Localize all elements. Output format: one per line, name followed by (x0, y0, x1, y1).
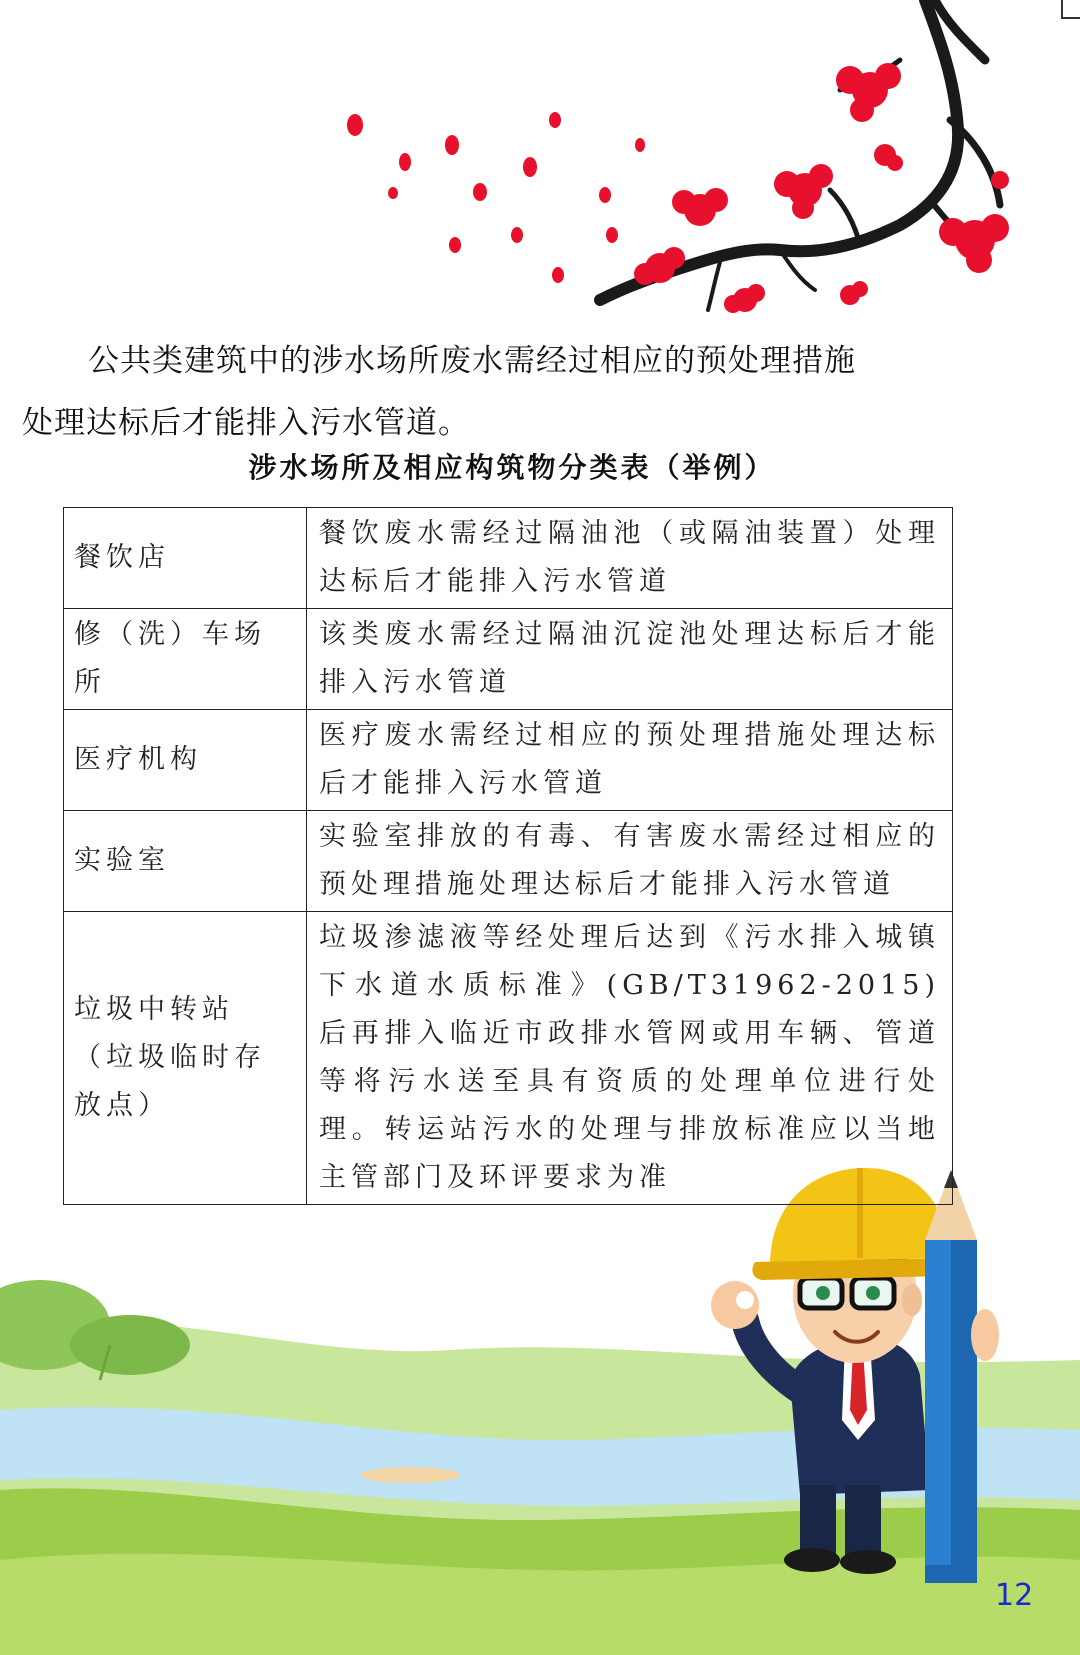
ear (902, 1284, 922, 1316)
table-title: 涉水场所及相应构筑物分类表（举例） (248, 451, 776, 484)
table-row (64, 508, 953, 609)
requirement-cell: 实验室排放的有毒、有害废水需经过相应的预处理措施处理达标后才能排入污水管道 (307, 811, 953, 912)
leg-right (845, 1485, 881, 1555)
ok-hand-ring (736, 1291, 754, 1309)
pencil-hand (971, 1309, 999, 1361)
river-fish (360, 1467, 460, 1483)
leg-left (800, 1485, 836, 1555)
place-cell: 实验室 (64, 811, 307, 912)
table-row (64, 609, 953, 710)
falling-petals (347, 112, 645, 283)
intro-line-2: 处理达标后才能排入污水管道。 (22, 405, 470, 441)
place-cell: 餐饮店 (64, 508, 307, 609)
place-cell: 修（洗）车场所 (64, 609, 307, 710)
shoe-left (784, 1548, 840, 1572)
requirement-cell: 医疗废水需经过相应的预处理措施处理达标后才能排入污水管道 (307, 710, 953, 811)
branch-twig-5 (708, 262, 720, 310)
plum-blossom-branch (347, 0, 1009, 313)
table-row (64, 912, 953, 1205)
place-cell: 垃圾中转站（垃圾临时存放点） (64, 912, 307, 1205)
requirement-cell: 该类废水需经过隔油沉淀池处理达标后才能排入污水管道 (307, 609, 953, 710)
intro-paragraph (22, 330, 1062, 454)
table-row (64, 710, 953, 811)
requirement-cell: 垃圾渗滤液等经处理后达到《污水排入城镇下水道水质标准》(GB/T31962-2015)后再排入临近市政排水管网或用车辆、管道等将污水送至具有资质的处理单位进行处理。转运站污水的处理与排放标准应以当地主管部门及环评要求为准 (307, 912, 953, 1205)
shoe-right (840, 1550, 896, 1574)
branch-twig-3 (830, 190, 860, 245)
page-number: 12 (995, 1578, 1034, 1613)
requirement-cell: 餐饮废水需经过隔油池（或隔油装置）处理达标后才能排入污水管道 (307, 508, 953, 609)
corner-mark (1062, 0, 1080, 18)
intro-line-1: 公共类建筑中的涉水场所废水需经过相应的预处理措施 (88, 343, 856, 379)
classification-table (63, 507, 953, 1205)
table-row (64, 811, 953, 912)
place-cell: 医疗机构 (64, 710, 307, 811)
pencil-end (925, 1565, 977, 1583)
bush-mid (70, 1315, 190, 1375)
